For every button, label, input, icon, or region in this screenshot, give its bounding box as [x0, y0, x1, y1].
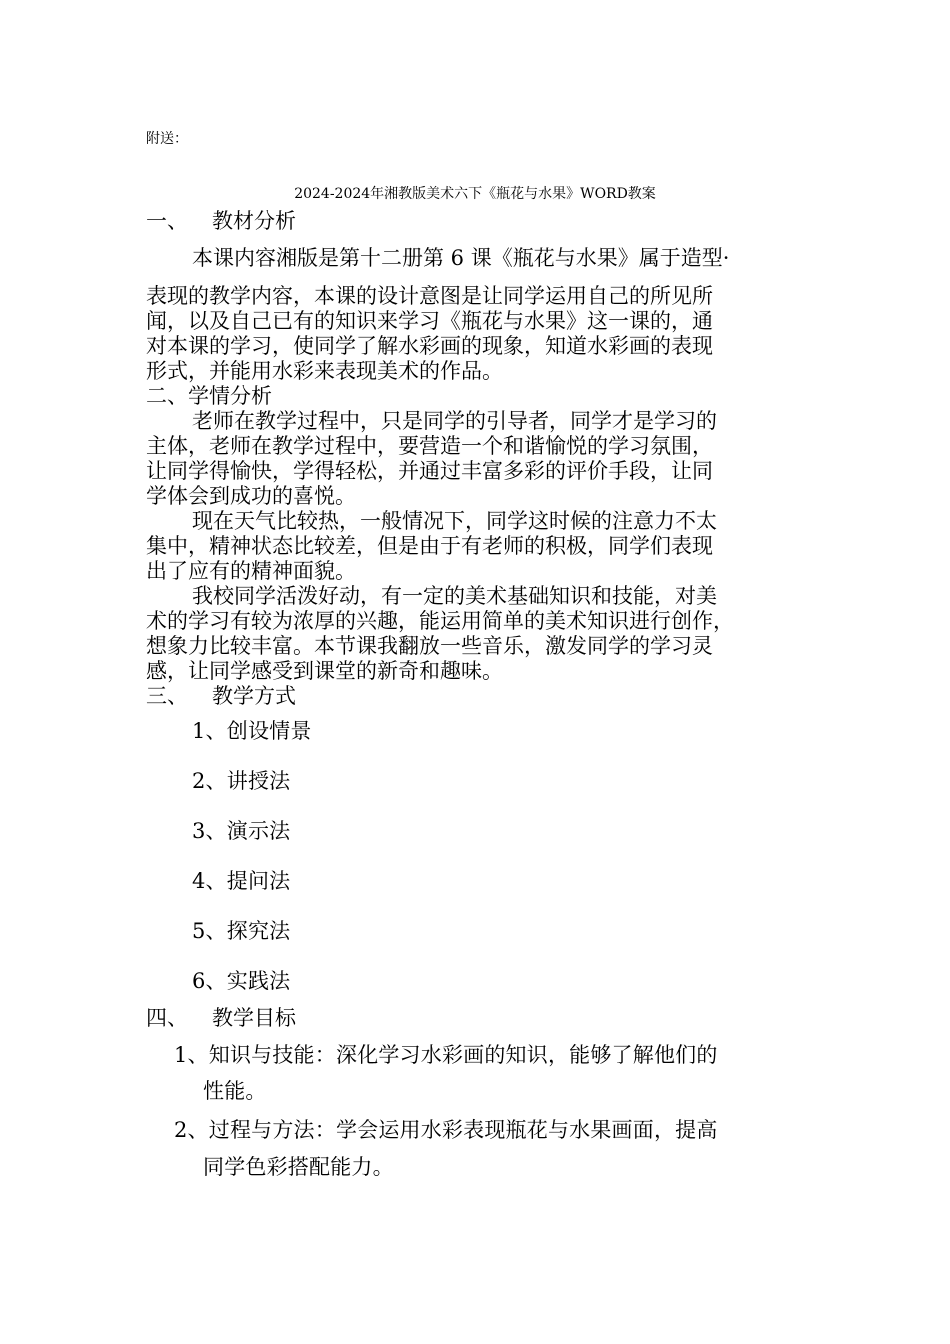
paragraph-2-line: 主体，老师在教学过程中，要营造一个和谐愉悦的学习氛围，: [146, 434, 713, 458]
method-item: 5、探究法: [192, 919, 291, 943]
section-3-number: 三、: [146, 684, 188, 708]
goal-item-line: 2、过程与方法：学会运用水彩表现瓶花与水果画面，提高: [174, 1118, 718, 1142]
paragraph-1-line: 对本课的学习，使同学了解水彩画的现象，知道水彩画的表现: [146, 334, 713, 358]
paragraph-4-line: 我校同学活泼好动，有一定的美术基础知识和技能，对美: [192, 584, 717, 608]
section-2-heading: 二、学情分析: [146, 384, 272, 408]
paragraph-3-line: 集中，精神状态比较差，但是由于有老师的积极，同学们表现: [146, 534, 713, 558]
document-title: 2024-2024年湘教版美术六下《瓶花与水果》WORD教案: [294, 186, 656, 202]
paragraph-2-line: 让同学得愉快，学得轻松，并通过丰富多彩的评价手段，让同: [146, 459, 713, 483]
paragraph-1-line: 本课内容湘版是第十二册第 6 课《瓶花与水果》属于造型·: [192, 246, 730, 270]
goal-item-line: 1、知识与技能：深化学习水彩画的知识，能够了解他们的: [174, 1043, 718, 1067]
paragraph-1-line: 表现的教学内容，本课的设计意图是让同学运用自己的所见所: [146, 284, 713, 308]
header-note: 附送：: [146, 131, 188, 147]
paragraph-2-line: 学体会到成功的喜悦。: [146, 484, 356, 508]
method-item: 4、提问法: [192, 869, 291, 893]
section-1-heading: 教材分析: [212, 209, 296, 233]
goal-item-line: 性能。: [203, 1079, 267, 1103]
paragraph-3-line: 现在天气比较热，一般情况下，同学这时候的注意力不太: [192, 509, 717, 533]
paragraph-1-line: 形式，并能用水彩来表现美术的作品。: [146, 359, 503, 383]
paragraph-2-line: 老师在教学过程中，只是同学的引导者，同学才是学习的: [192, 409, 717, 433]
paragraph-4-line: 术的学习有较为浓厚的兴趣，能运用简单的美术知识进行创作，: [146, 609, 734, 633]
paragraph-3-line: 出了应有的精神面貌。: [146, 559, 356, 583]
paragraph-4-line: 想象力比较丰富。本节课我翻放一些音乐，激发同学的学习灵: [146, 634, 713, 658]
section-3-heading: 教学方式: [212, 684, 296, 708]
section-4-number: 四、: [146, 1006, 188, 1030]
paragraph-4-line: 感，让同学感受到课堂的新奇和趣味。: [146, 659, 503, 683]
paragraph-1-line: 闻，以及自己已有的知识来学习《瓶花与水果》这一课的，通: [146, 309, 713, 333]
method-item: 3、演示法: [192, 819, 291, 843]
section-4-heading: 教学目标: [212, 1006, 296, 1030]
method-item: 2、讲授法: [192, 769, 291, 793]
goal-item-line: 同学色彩搭配能力。: [203, 1155, 394, 1179]
method-item: 1、创设情景: [192, 719, 312, 743]
method-item: 6、实践法: [192, 969, 291, 993]
section-1-number: 一、: [146, 209, 188, 233]
